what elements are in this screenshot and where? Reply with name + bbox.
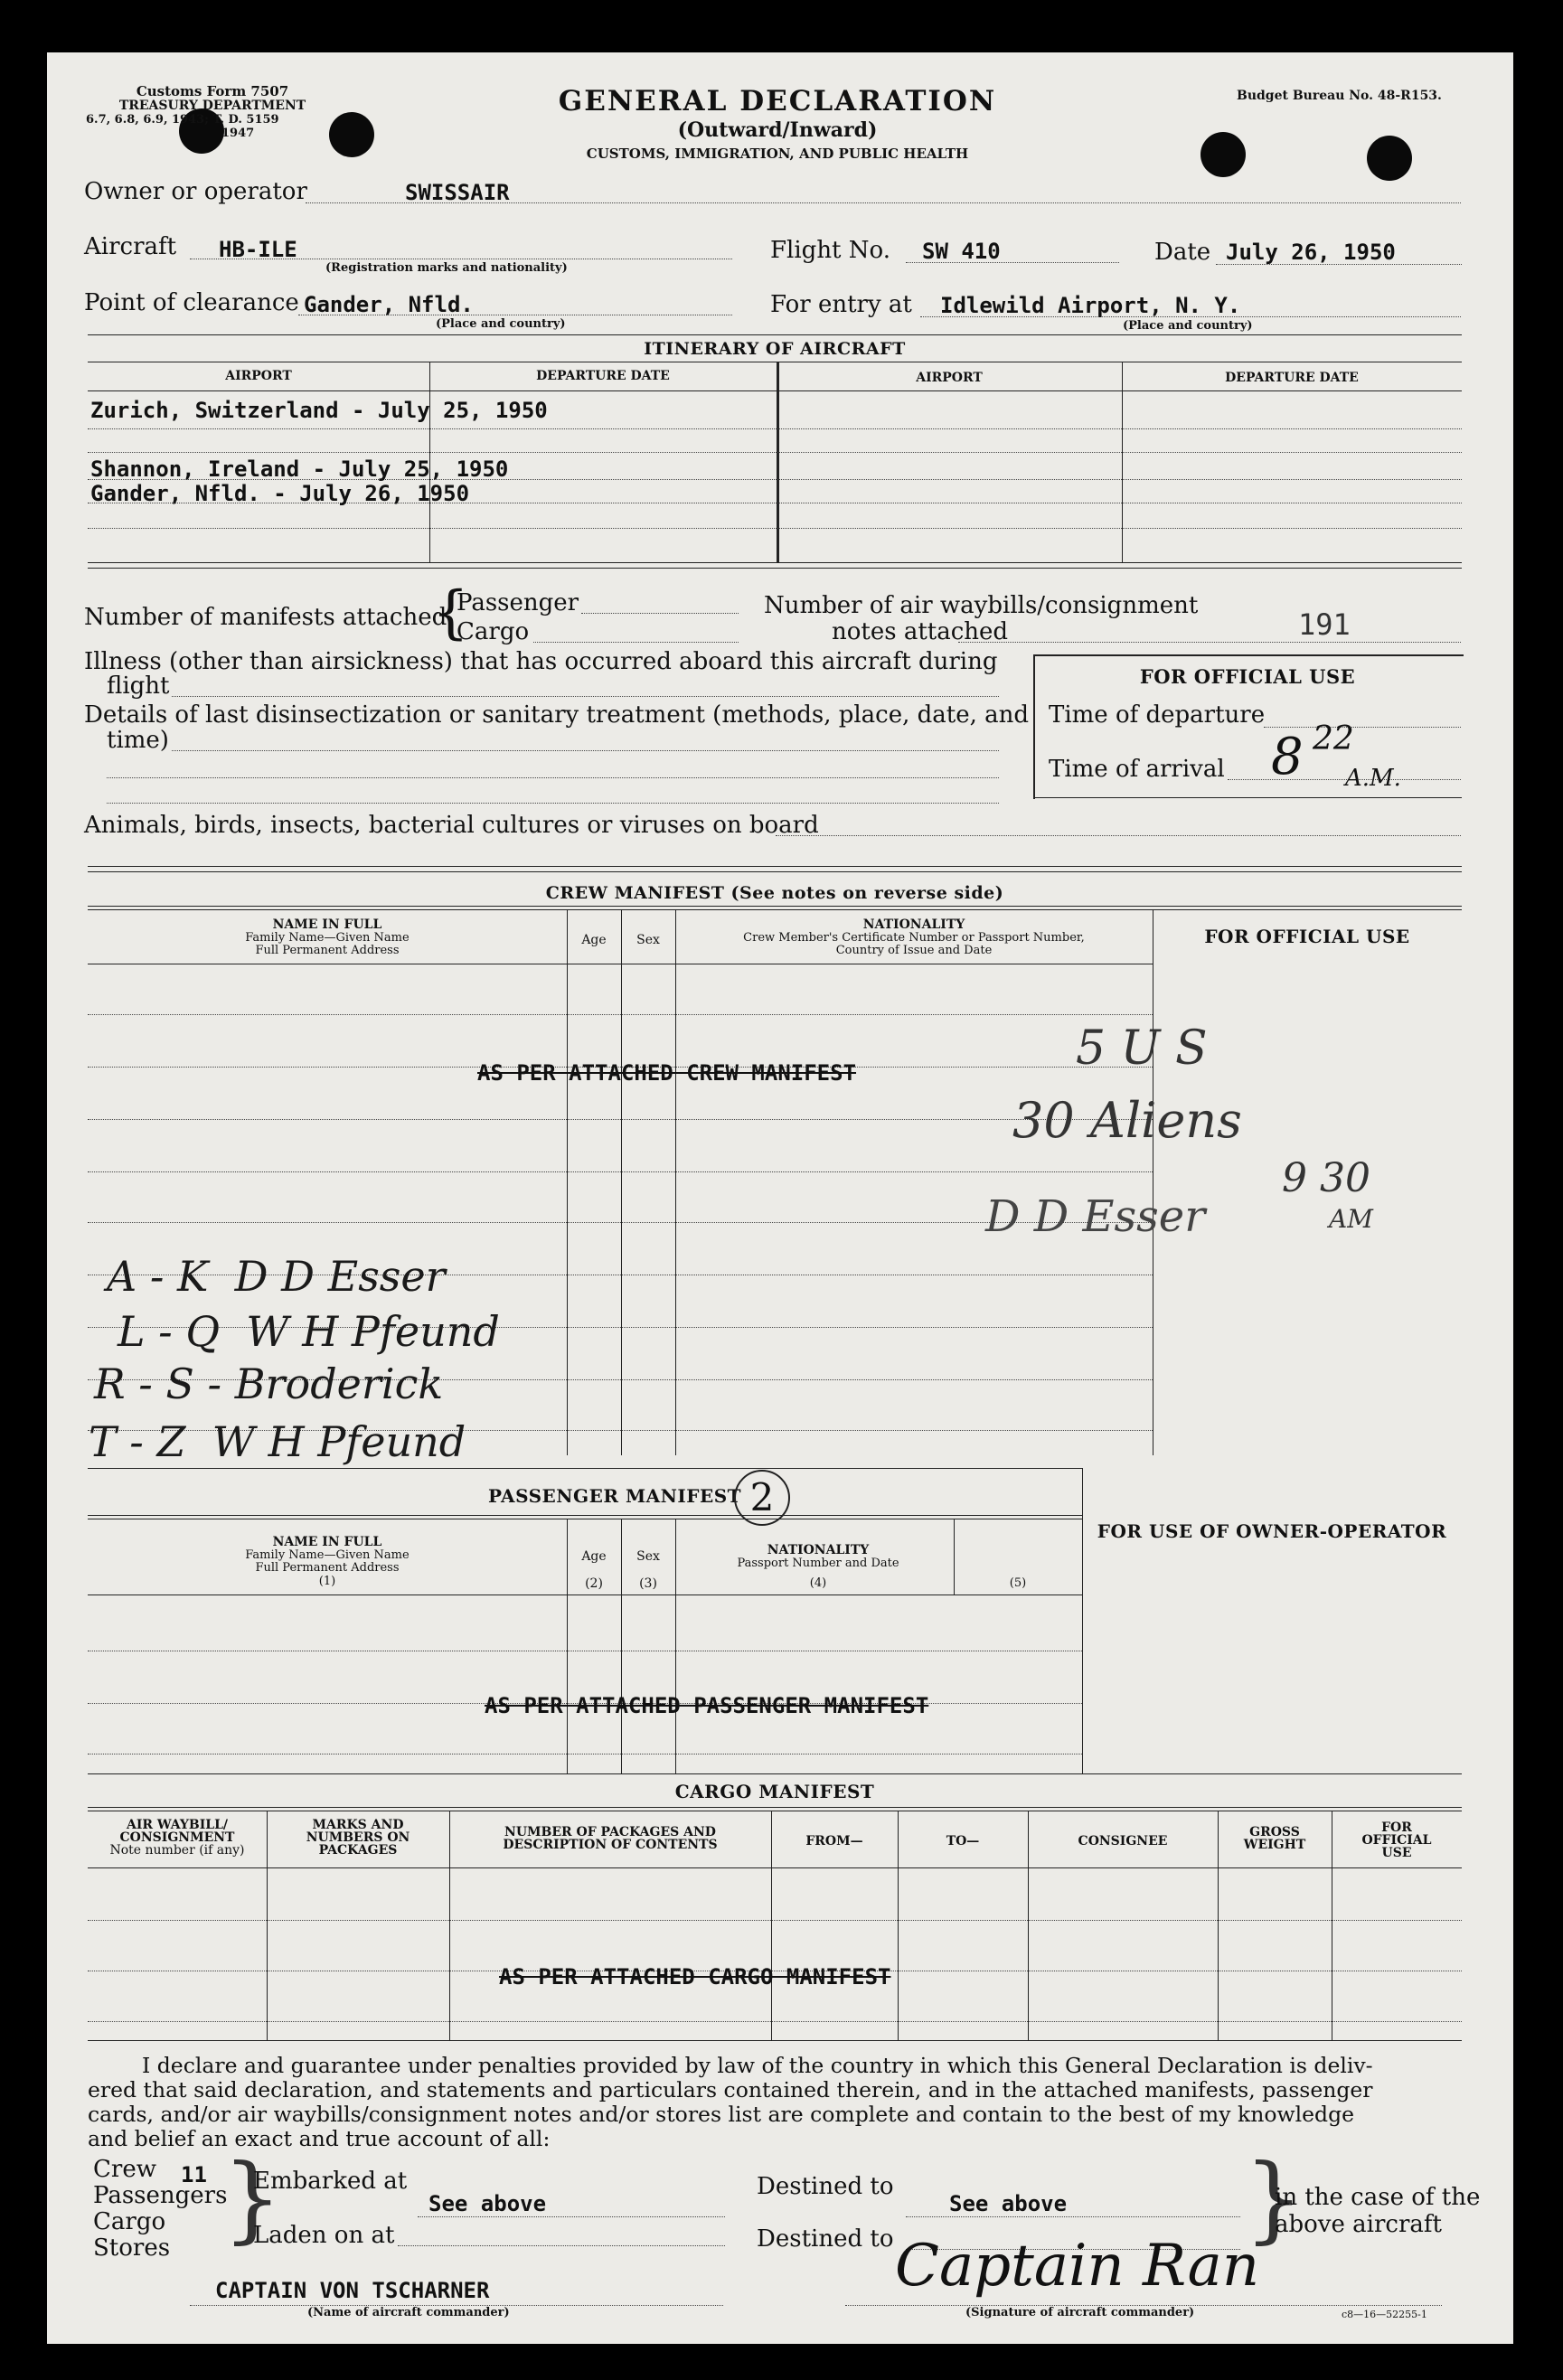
cargo-col-to: TO— — [946, 1834, 980, 1848]
cargo-label: Cargo — [457, 618, 530, 645]
cargo-stamp: AS PER ATTACHED CARGO MANIFEST — [499, 1964, 891, 1990]
departure-time-label: Time of departure — [1049, 701, 1266, 729]
disinsect-label-2: time) — [107, 727, 169, 754]
cargo-col-number: NUMBER OF PACKAGES AND — [504, 1825, 716, 1839]
arrival-time-label: Time of arrival — [1049, 756, 1225, 783]
crew-col-name-3: Full Permanent Address — [255, 944, 400, 957]
hand-time: 9 30 — [1282, 1155, 1370, 1201]
department: TREASURY DEPARTMENT — [118, 99, 306, 113]
hand-line: T - Z W H Pfeund — [89, 1417, 466, 1466]
hand-line: A - K D D Esser — [107, 1252, 446, 1301]
page-title: GENERAL DECLARATION — [558, 85, 997, 118]
destined-value: See above — [949, 2191, 1068, 2216]
passenger-col-owner: FOR USE OF OWNER-OPERATOR — [1097, 1520, 1447, 1542]
date-label: Date — [1154, 239, 1211, 266]
case-label-2: above aircraft — [1275, 2211, 1442, 2238]
cargo-col-waybill: AIR WAYBILL/ — [126, 1818, 229, 1832]
hand-aliens-count: 30 Aliens — [1012, 1092, 1242, 1149]
aircraft-label: Aircraft — [84, 233, 177, 260]
cargo-col-official-2: OFFICIAL — [1361, 1833, 1432, 1848]
cargo-manifest-title: CARGO MANIFEST — [674, 1781, 875, 1802]
cargo-col-from: FROM— — [805, 1834, 863, 1848]
cargo-col-waybill-3: Note number (if any) — [109, 1843, 245, 1858]
hand-line: R - S - Broderick — [94, 1359, 444, 1408]
waybills-label-2: notes attached — [832, 618, 1009, 645]
passenger-label: Passenger — [457, 589, 579, 616]
declaration-text: cards, and/or air waybills/consignment notes and/or stores list are complete and contain to the best of my knowledge — [88, 2102, 1355, 2127]
form-number: Customs Form 7507 — [136, 83, 289, 99]
disinsect-label: Details of last disinsectization or sanitary treatment (methods, place, date, and — [84, 701, 1030, 729]
cargo-col-waybill-2: CONSIGNMENT — [119, 1830, 235, 1845]
punch-hole — [1200, 132, 1246, 177]
page-subtitle: (Outward/Inward) — [677, 118, 878, 142]
passenger-stamp: AS PER ATTACHED PASSENGER MANIFEST — [485, 1693, 929, 1718]
declaration-text: ered that said declaration, and statements and particulars contained therein, and in the attached manifests, passenger — [88, 2077, 1373, 2102]
passenger-col-age-no: (2) — [585, 1576, 603, 1591]
passengers-label: Passengers — [93, 2182, 228, 2209]
arrival-hour: 8 — [1271, 728, 1304, 786]
crew-label: Crew — [93, 2156, 156, 2183]
crew-col-nationality-2: Crew Member's Certificate Number or Passport Number, — [743, 931, 1085, 945]
crew-count: 11 — [181, 2162, 207, 2187]
flight-value: SW 410 — [922, 239, 1001, 264]
cargo-col-consignee: CONSIGNEE — [1078, 1834, 1168, 1848]
passenger-col-sex-no: (3) — [639, 1576, 657, 1591]
itinerary-row: Shannon, Ireland - July 25, 1950 — [90, 456, 509, 482]
cargo-col-official: FOR — [1381, 1820, 1412, 1835]
passenger-col-nationality: NATIONALITY — [767, 1543, 870, 1557]
waybills-label: Number of air waybills/consignment — [764, 592, 1199, 619]
flight-label: Flight No. — [770, 237, 890, 264]
crew-col-nationality: NATIONALITY — [862, 917, 965, 932]
itinerary-col-airport: AIRPORT — [225, 369, 292, 383]
declaration-text: I declare and guarantee under penalties provided by law of the country in which this General Declaration is deliv- — [142, 2053, 1373, 2078]
crew-stamp: AS PER ATTACHED CREW MANIFEST — [477, 1060, 857, 1086]
agency: CUSTOMS, IMMIGRATION, AND PUBLIC HEALTH — [586, 146, 969, 162]
itinerary-title: ITINERARY OF AIRCRAFT — [644, 339, 906, 359]
form-ref: 6.7, 6.8, 6.9, 1943; T. D. 5159 — [86, 113, 279, 127]
case-label: in the case of the — [1275, 2184, 1481, 2211]
embarked-value: See above — [428, 2191, 547, 2216]
embarked-label: Embarked at — [253, 2168, 408, 2195]
cargo-label: Cargo — [93, 2208, 166, 2235]
print-code: c8—16—52255-1 — [1342, 2309, 1427, 2320]
laden-label: Laden on at — [253, 2222, 395, 2249]
declaration-text: and belief an exact and true account of all: — [88, 2126, 551, 2151]
passenger-col-5-no: (5) — [1009, 1576, 1027, 1590]
cargo-col-number-2: DESCRIPTION OF CONTENTS — [503, 1838, 718, 1852]
form-year: 1947 — [221, 127, 255, 140]
hand-line: L - Q W H Pfeund — [118, 1307, 500, 1356]
signature-label: (Signature of aircraft commander) — [965, 2306, 1195, 2319]
crew-manifest-title: CREW MANIFEST (See notes on reverse side) — [545, 883, 1004, 903]
owner-label: Owner or operator — [84, 178, 307, 205]
passenger-col-name-3: Full Permanent Address — [255, 1561, 400, 1575]
budget-number: Budget Bureau No. 48-R153. — [1237, 89, 1442, 103]
itinerary-col-airport-2: AIRPORT — [916, 371, 983, 385]
official-box-title: FOR OFFICIAL USE — [1139, 665, 1356, 688]
cargo-col-marks-2: NUMBERS ON — [306, 1830, 410, 1845]
itinerary-col-departure: DEPARTURE DATE — [536, 369, 670, 383]
commander-name: CAPTAIN VON TSCHARNER — [215, 2278, 490, 2303]
hand-am: AM — [1329, 1204, 1373, 1234]
hand-us-count: 5 U S — [1076, 1021, 1208, 1076]
hand-inspector: D D Esser — [985, 1191, 1206, 1242]
circled-number: 2 — [734, 1470, 790, 1526]
passenger-col-nationality-2: Passport Number and Date — [737, 1557, 899, 1570]
entry-label: For entry at — [770, 291, 912, 318]
waybills-value: 191 — [1298, 607, 1351, 642]
passenger-manifest-title: PASSENGER MANIFEST — [487, 1485, 742, 1507]
commander-signature: Captain Ran — [895, 2233, 1260, 2300]
clearance-hint: (Place and country) — [436, 317, 566, 331]
entry-hint: (Place and country) — [1123, 319, 1253, 333]
destined-label-2: Destined to — [757, 2225, 894, 2253]
passenger-col-name: NAME IN FULL — [272, 1535, 382, 1549]
cargo-col-gross-2: WEIGHT — [1243, 1838, 1306, 1852]
clearance-label: Point of clearance — [84, 289, 299, 316]
stores-label: Stores — [93, 2234, 171, 2262]
illness-label: Illness (other than airsickness) that has occurred aboard this aircraft during — [84, 648, 998, 675]
aircraft-value: HB-ILE — [219, 237, 297, 262]
passenger-col-sex: Sex — [636, 1549, 660, 1564]
clearance-value: Gander, Nfld. — [304, 292, 474, 317]
cargo-col-marks: MARKS AND — [312, 1818, 404, 1832]
passenger-col-nationality-no: (4) — [809, 1576, 827, 1590]
passenger-col-name-no: (1) — [318, 1575, 336, 1588]
crew-col-name: NAME IN FULL — [272, 917, 382, 932]
cargo-col-official-3: USE — [1381, 1846, 1412, 1860]
manifests-label: Number of manifests attached — [84, 604, 447, 631]
date-value: July 26, 1950 — [1226, 240, 1396, 265]
crew-col-nationality-3: Country of Issue and Date — [835, 944, 993, 957]
cargo-col-gross: GROSS — [1249, 1825, 1300, 1839]
itinerary-row: Zurich, Switzerland - July 25, 1950 — [90, 398, 548, 423]
passenger-col-name-2: Family Name—Given Name — [245, 1548, 410, 1562]
entry-value: Idlewild Airport, N. Y. — [940, 293, 1241, 318]
cargo-col-marks-3: PACKAGES — [318, 1843, 398, 1858]
crew-col-age: Age — [581, 933, 607, 947]
arrival-minutes: 22 — [1313, 720, 1354, 757]
crew-col-name-2: Family Name—Given Name — [245, 931, 410, 945]
commander-label: (Name of aircraft commander) — [307, 2306, 510, 2319]
punch-hole — [1367, 136, 1412, 181]
animals-label: Animals, birds, insects, bacterial cultures or viruses on board — [84, 812, 819, 839]
crew-col-official: FOR OFFICIAL USE — [1204, 926, 1410, 947]
aircraft-hint: (Registration marks and nationality) — [325, 261, 568, 275]
passenger-col-age: Age — [581, 1549, 607, 1564]
arrival-ampm: A.M. — [1345, 765, 1401, 792]
destined-label: Destined to — [757, 2173, 894, 2200]
itinerary-col-departure-2: DEPARTURE DATE — [1225, 371, 1359, 385]
illness-label-2: flight — [107, 673, 170, 700]
crew-col-sex: Sex — [636, 933, 660, 947]
itinerary-row: Gander, Nfld. - July 26, 1950 — [90, 481, 470, 506]
owner-value: SWISSAIR — [405, 180, 510, 205]
